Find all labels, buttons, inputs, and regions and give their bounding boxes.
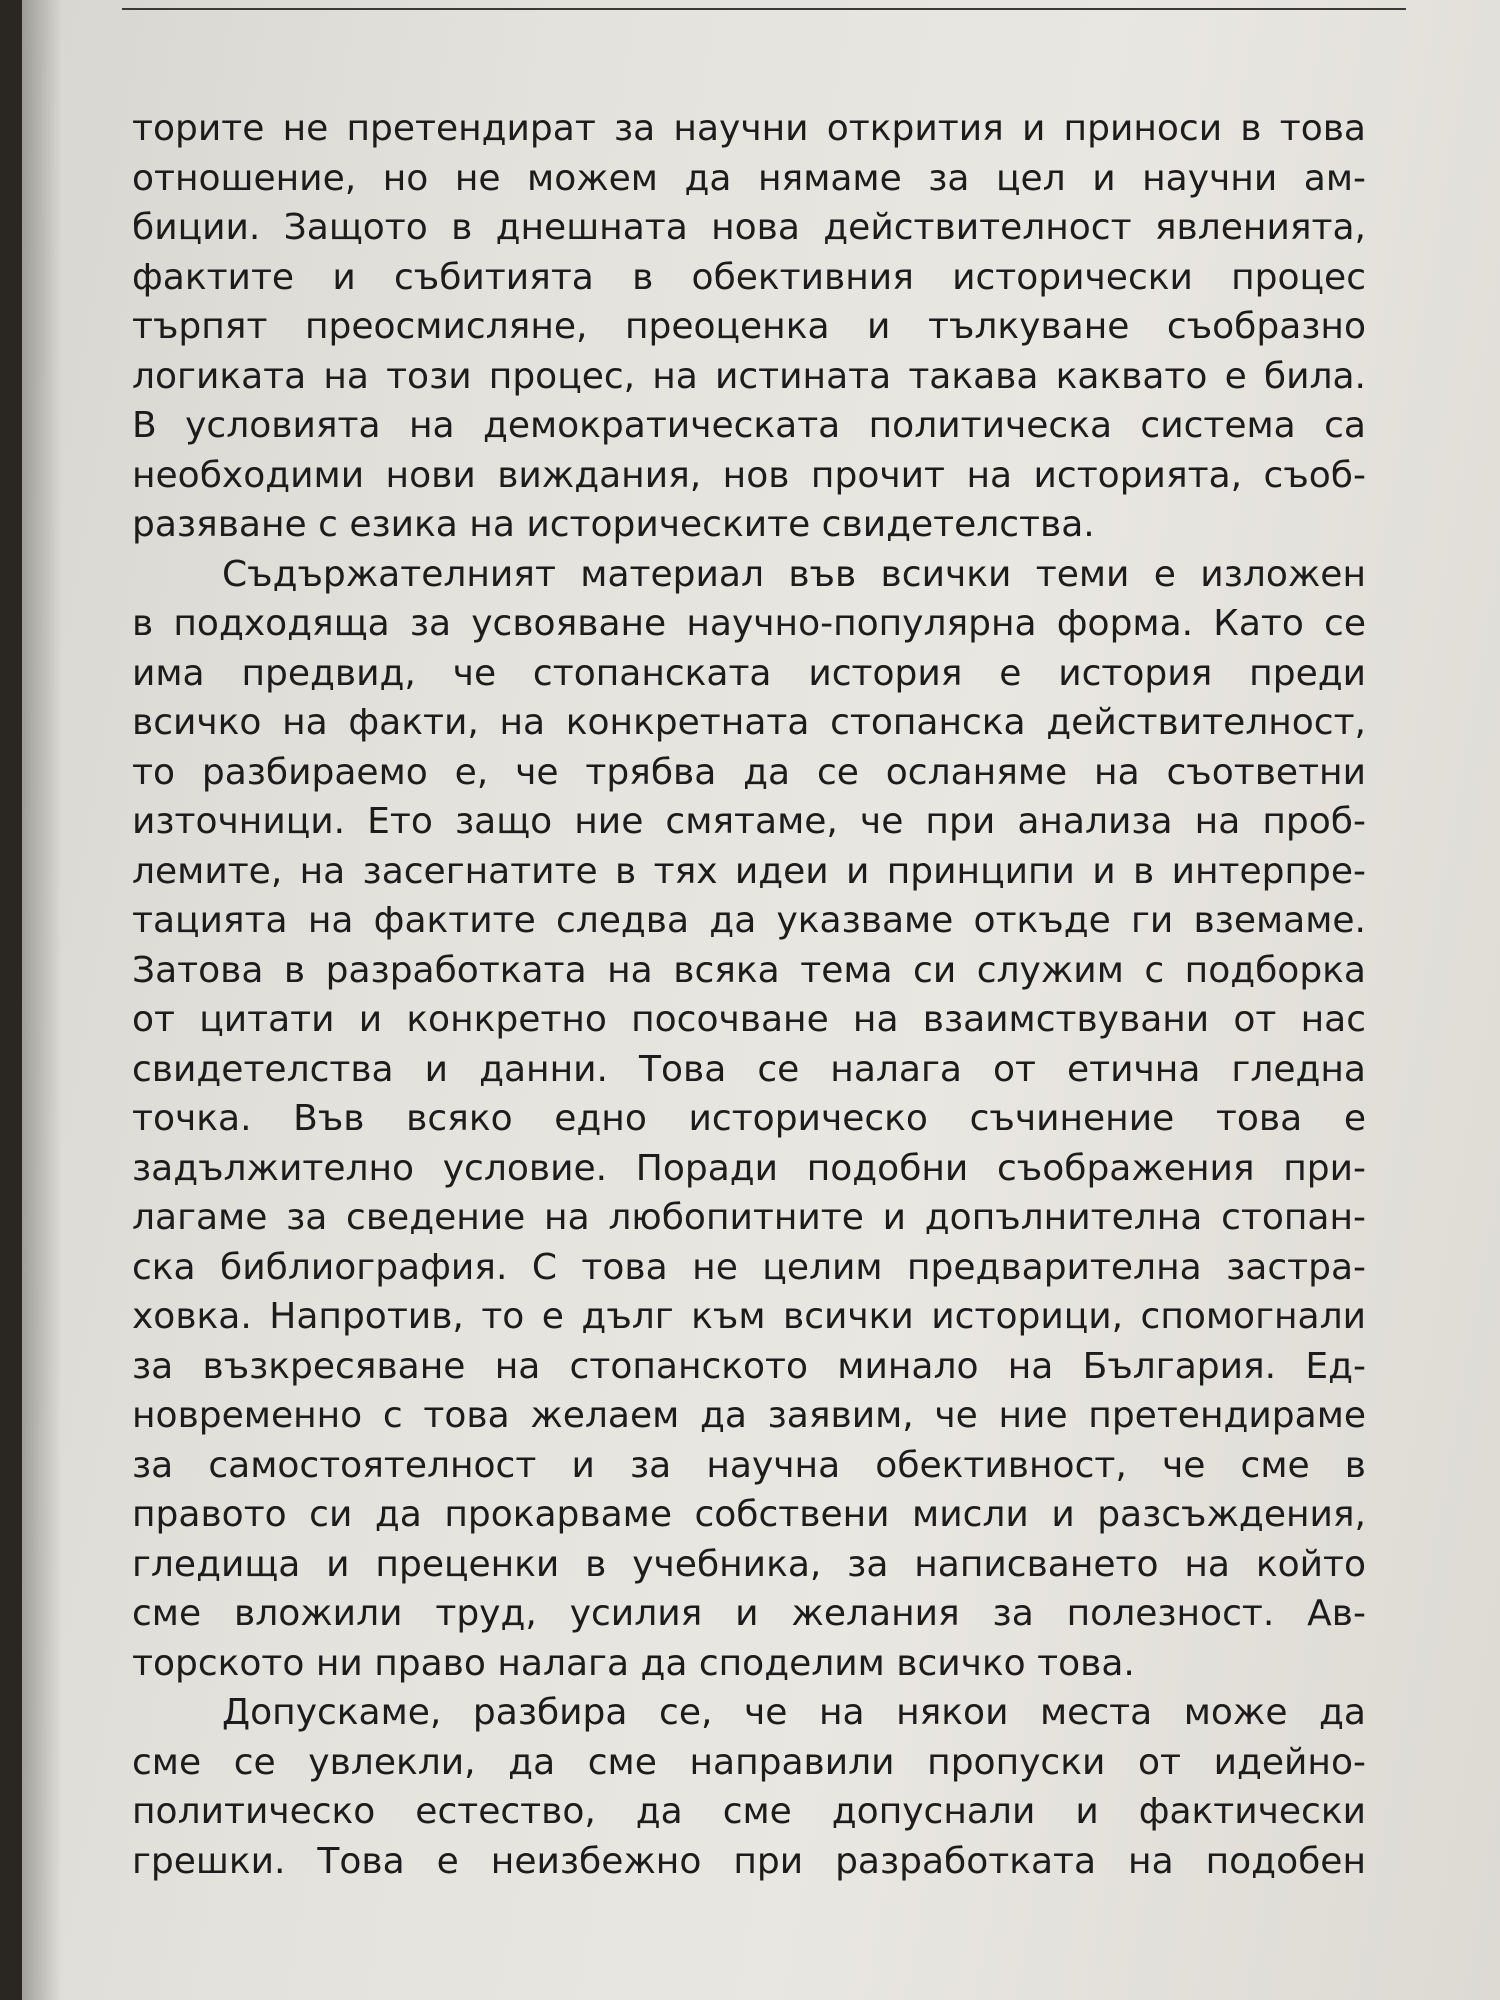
text-line: политическо естество, да сме допуснали и фактически [132,1791,1366,1832]
text-line: Допускаме, разбира се, че на някои места може да [222,1692,1366,1733]
text-line: разяване с езика на историческите свидетелства. [132,504,1095,545]
text-line: лемите, на засегнатите в тях идеи и принципи и в интерпре- [132,850,1366,892]
text-line: гледища и преценки в учебника, за написването на който [132,1543,1366,1585]
text-line: сме вложили труд, усилия и желания за полезност. Ав- [132,1593,1366,1634]
text-line: новременно с това желаем да заявим, че ние претендираме [132,1395,1366,1436]
text-line: ховка. Напротив, то е дълг към всички историци, спомогнали [132,1296,1366,1337]
body-text [132,104,1366,1886]
text-line: за самостоятелност и за научна обективност, че сме в [132,1444,1366,1486]
text-line: от цитати и конкретно посочване на взаимствувани от нас [132,999,1366,1040]
text-line: то разбираемо е, че трябва да се осланяме на съответни [132,751,1366,793]
text-line: биции. Защото в днешната нова действителност явленията, [132,207,1366,248]
text-line: лагаме за сведение на любопитните и допълнителна стопан- [132,1197,1366,1238]
text-line: свидетелства и данни. Това се налага от етична гледна [132,1048,1366,1090]
text-line: грешки. Това е неизбежно при разработката на подобен [132,1840,1366,1882]
text-line: необходими нови виждания, нов прочит на историята, съоб- [132,454,1366,496]
header-rule [122,8,1406,10]
text-line: фактите и събитията в обективния исторически процес [132,256,1366,298]
text-line: има предвид, че стопанската история е история преди [132,652,1366,694]
text-line: В условията на демократическата политическа система са [132,405,1366,446]
gutter-shadow [22,0,62,2000]
text-line: за възкресяване на стопанското минало на България. Ед- [132,1345,1366,1387]
text-line: източници. Ето защо ние смятаме, че при анализа на проб- [132,801,1366,842]
text-line: задължително условие. Поради подобни съображения при- [132,1147,1366,1189]
text-line: торското ни право налага да споделим всичко това. [132,1642,1135,1684]
text-line: Съдържателният материал във всички теми е изложен [222,553,1366,595]
text-line: Затова в разработката на всяка тема си служим с подборка [132,949,1366,991]
text-line: всичко на факти, на конкретната стопанска действителност, [132,702,1366,743]
text-line: търпят преосмисляне, преоценка и тълкуване съобразно [132,306,1366,347]
text-line: отношение, но не можем да нямаме за цел и научни ам- [132,157,1366,199]
text-line: правото си да прокарваме собствени мисли и разсъждения, [132,1494,1366,1535]
text-line: логиката на този процес, на истината такава каквато е била. [132,355,1366,397]
text-line: сме се увлекли, да сме направили пропуски от идейно- [132,1741,1366,1783]
text-line: в подходяща за усвояване научно-популярна форма. Като се [132,603,1366,644]
text-line: тацията на фактите следва да указваме откъде ги вземаме. [132,900,1366,941]
text-line: ска библиография. С това не целим предварителна застра- [132,1246,1366,1288]
book-page [22,0,1500,2000]
text-line: точка. Във всяко едно историческо съчинение това е [132,1098,1366,1139]
text-line: торите не претендират за научни открития и приноси в това [132,108,1366,149]
